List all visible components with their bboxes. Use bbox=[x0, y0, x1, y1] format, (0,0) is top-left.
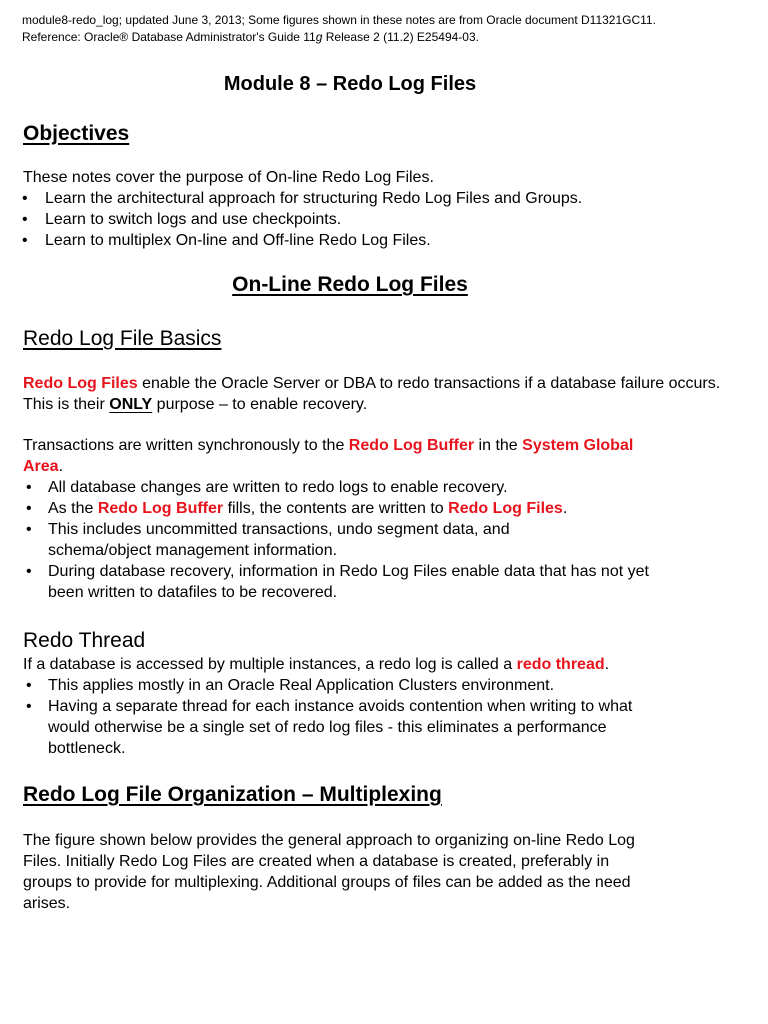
organization-paragraph: The figure shown below provides the general approach to organizing on-line Redo Log Files. Initially Redo Log Files are created when a database is created, preferably in groups to provide for multiplexing. Additional groups of files can be added as the need arises. bbox=[23, 832, 635, 912]
thread-p-a: If a database is accessed by multiple instances, a redo log is called a bbox=[23, 656, 517, 673]
term-redo-log-files: Redo Log Files bbox=[23, 375, 138, 392]
list-item: • All database changes are written to redo logs to enable recovery. bbox=[0, 477, 680, 498]
basics-list bbox=[0, 477, 680, 603]
basics-p2-a: Transactions are written synchronously to the bbox=[23, 437, 349, 454]
basics-heading: Redo Log File Basics bbox=[23, 327, 222, 350]
header-ref-text: Reference: Oracle bbox=[22, 30, 120, 44]
thread-heading: Redo Thread bbox=[23, 629, 146, 652]
basics-p2-b: in the bbox=[474, 437, 523, 454]
basics-b2-a: As the bbox=[48, 500, 98, 517]
doc-header-line2 bbox=[22, 29, 479, 45]
list-item bbox=[0, 498, 680, 519]
only-emphasis: ONLY bbox=[109, 396, 153, 413]
basics-paragraph-1 bbox=[23, 373, 723, 415]
list-item: • This includes uncommitted transactions, undo segment data, and schema/object management information. bbox=[0, 519, 588, 561]
basics-p2-end: . bbox=[58, 458, 64, 475]
objectives-section bbox=[23, 167, 723, 251]
term-redo-log-buffer: Redo Log Buffer bbox=[97, 500, 224, 517]
basics-b2-end: . bbox=[562, 500, 568, 517]
objectives-heading: Objectives bbox=[23, 122, 130, 145]
thread-section bbox=[23, 654, 723, 759]
header-ref-g: g bbox=[315, 30, 323, 44]
registered-mark: ® bbox=[119, 30, 129, 44]
term-redo-log-buffer: Redo Log Buffer bbox=[348, 437, 475, 454]
header-ref-guide: Database Administrator's Guide 11 bbox=[128, 30, 316, 44]
basics-paragraph-2 bbox=[23, 435, 723, 603]
page-title: Module 8 – Redo Log Files bbox=[223, 73, 477, 95]
list-item: • Learn the architectural approach for structuring Redo Log Files and Groups. bbox=[0, 188, 723, 209]
list-item: • Learn to switch logs and use checkpoints. bbox=[0, 209, 723, 230]
list-item: • This applies mostly in an Oracle Real Application Clusters environment. bbox=[0, 675, 680, 696]
term-system-global-area: System Global Area bbox=[23, 437, 634, 475]
organization-heading: Redo Log File Organization – Multiplexing bbox=[23, 783, 442, 806]
doc-header-line1: module8-redo_log; updated June 3, 2013; Some figures shown in these notes are from Oracle document D11321GC11. bbox=[22, 13, 656, 27]
online-redo-heading: On-Line Redo Log Files bbox=[232, 273, 468, 296]
basics-b2-b: fills, the contents are written to bbox=[223, 500, 449, 517]
thread-p-end: . bbox=[604, 656, 610, 673]
thread-list bbox=[0, 675, 680, 759]
objectives-intro: These notes cover the purpose of On-line Redo Log Files. bbox=[23, 169, 434, 186]
term-redo-log-files: Redo Log Files bbox=[448, 500, 563, 517]
basics-p2-text bbox=[23, 435, 643, 477]
term-redo-thread: redo thread bbox=[516, 656, 605, 673]
list-item: • Having a separate thread for each instance avoids contention when writing to what would otherwise be a single set of redo log files - this eliminates a performance bottleneck. bbox=[0, 696, 678, 759]
basics-p1-end: purpose – to enable recovery. bbox=[152, 396, 368, 413]
thread-paragraph bbox=[23, 654, 723, 675]
basics-p1-text: enable the Oracle Server or DBA to redo transactions if a database failure occurs. This is their bbox=[23, 375, 721, 413]
list-item: • Learn to multiplex On-line and Off-line Redo Log Files. bbox=[0, 230, 723, 251]
list-item: • During database recovery, information in Redo Log Files enable data that has not yet been written to datafiles to be recovered. bbox=[0, 561, 688, 603]
header-ref-release: Release 2 (11.2) E25494-03. bbox=[322, 30, 479, 44]
objectives-list bbox=[0, 188, 723, 251]
